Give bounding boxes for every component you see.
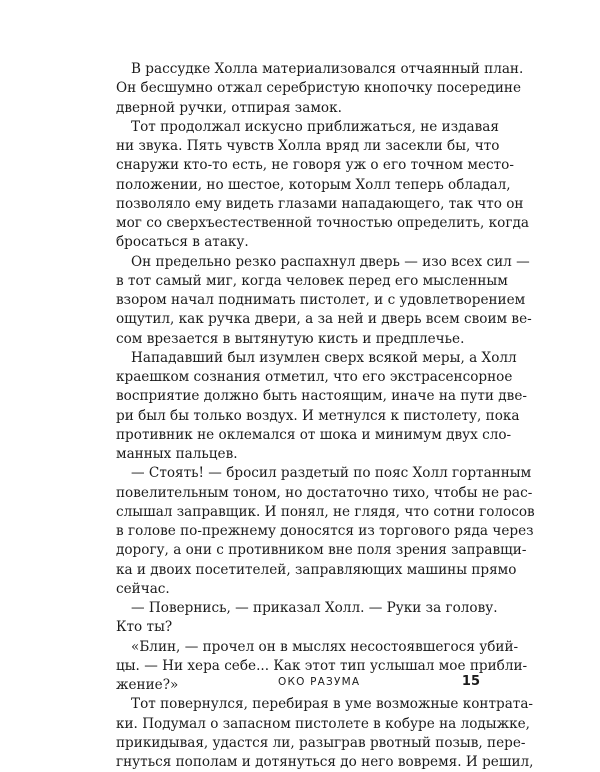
text-line: мог со сверхъестественной точностью определить, когда bbox=[116, 215, 529, 231]
text-line: дверной ручки, отпирая замок. bbox=[116, 99, 342, 116]
text-line: сом врезается в вытянутую кисть и предплечье. bbox=[116, 330, 465, 347]
text-line: краешком сознания отметил, что его экстрасенсорное bbox=[116, 369, 513, 385]
text-line: Кто ты? bbox=[116, 619, 173, 636]
paragraph bbox=[116, 695, 534, 772]
text-line: «Блин, — прочел он в мыслях несостоявшегося убий- bbox=[131, 638, 519, 655]
text-line: позволяло ему видеть глазами нападающего, так что он bbox=[116, 195, 524, 212]
text-line: жение?» bbox=[116, 677, 179, 693]
text-line: В рассудке Холла материализовался отчаянный план. bbox=[131, 61, 524, 77]
text-line: — Повернись, — приказал Холл. — Руки за голову. bbox=[131, 600, 498, 616]
text-line: Нападавший был изумлен сверх всякой меры, а Холл bbox=[131, 349, 517, 366]
page-footer bbox=[116, 672, 480, 692]
paragraph bbox=[116, 599, 498, 638]
paragraph bbox=[116, 349, 527, 465]
text-line: Он предельно резко распахнул дверь — изо всех сил — bbox=[131, 253, 530, 270]
text-line: Он бесшумно отжал серебристую кнопочку посередине bbox=[116, 80, 522, 97]
text-line: манных пальцев. bbox=[116, 446, 238, 462]
text-line: цы. — Ни хера себе... Как этот тип услышал мое прибли- bbox=[116, 657, 528, 674]
text-line: ни звука. Пять чувств Холла вряд ли засекли бы, что bbox=[116, 138, 500, 154]
text-line: Тот продолжал искусно приближаться, не издавая bbox=[131, 118, 499, 135]
text-line: Тот повернулся, перебирая в уме возможные контрата- bbox=[131, 696, 534, 713]
paragraph bbox=[116, 464, 535, 599]
text-line: противник не оклемался от шока и минимум двух сло- bbox=[116, 426, 512, 443]
text-line: в голове по-прежнему доносятся из торгового ряда через bbox=[116, 523, 534, 539]
text-line: прикидывая, удастся ли, разыграв рвотный позыв, пере- bbox=[116, 734, 526, 751]
text-line: бросаться в атаку. bbox=[116, 234, 249, 251]
text-line: — Стоять! — бросил раздетый по пояс Холл гортанным bbox=[131, 465, 532, 482]
text-line: дорогу, а они с противником вне поля зрения заправщи- bbox=[116, 542, 527, 559]
text-line: повелительным тоном, но достаточно тихо, чтобы не рас- bbox=[116, 484, 533, 501]
body-text bbox=[116, 60, 535, 772]
page-number: 15 bbox=[461, 674, 480, 689]
paragraph bbox=[116, 253, 532, 349]
paragraph bbox=[116, 118, 529, 253]
text-line: ощутил, как ручка двери, а за ней и дверь всем своим ве- bbox=[116, 311, 532, 328]
text-line: положении, но шестое, которым Холл теперь обладал, bbox=[116, 176, 511, 193]
text-line: гнуться пополам и дотянуться до него вовремя. И решил, bbox=[116, 754, 534, 770]
text-line: взором начал поднимать пистолет, и с удовлетворением bbox=[116, 292, 526, 308]
text-line: ки. Подумал о запасном пистолете в кобуре на лодыжке, bbox=[116, 715, 530, 732]
text-line: ри был бы только воздух. И метнулся к пистолету, пока bbox=[116, 407, 520, 424]
text-line: восприятие должно быть настоящим, иначе на пути две- bbox=[116, 388, 527, 405]
text-line: в тот самый миг, когда человек перед его мысленным bbox=[116, 272, 508, 289]
text-line: слышал заправщик. И понял, не глядя, что сотни голосов bbox=[116, 503, 535, 520]
text-line: сейчас. bbox=[116, 580, 170, 597]
running-title: ОКО РАЗУМА bbox=[278, 676, 361, 688]
paragraph bbox=[116, 60, 524, 118]
text-line: снаружи кто-то есть, не говоря уж о его точном место- bbox=[116, 157, 514, 174]
text-line: ка и двоих посетителей, заправляющих машины прямо bbox=[116, 561, 517, 578]
